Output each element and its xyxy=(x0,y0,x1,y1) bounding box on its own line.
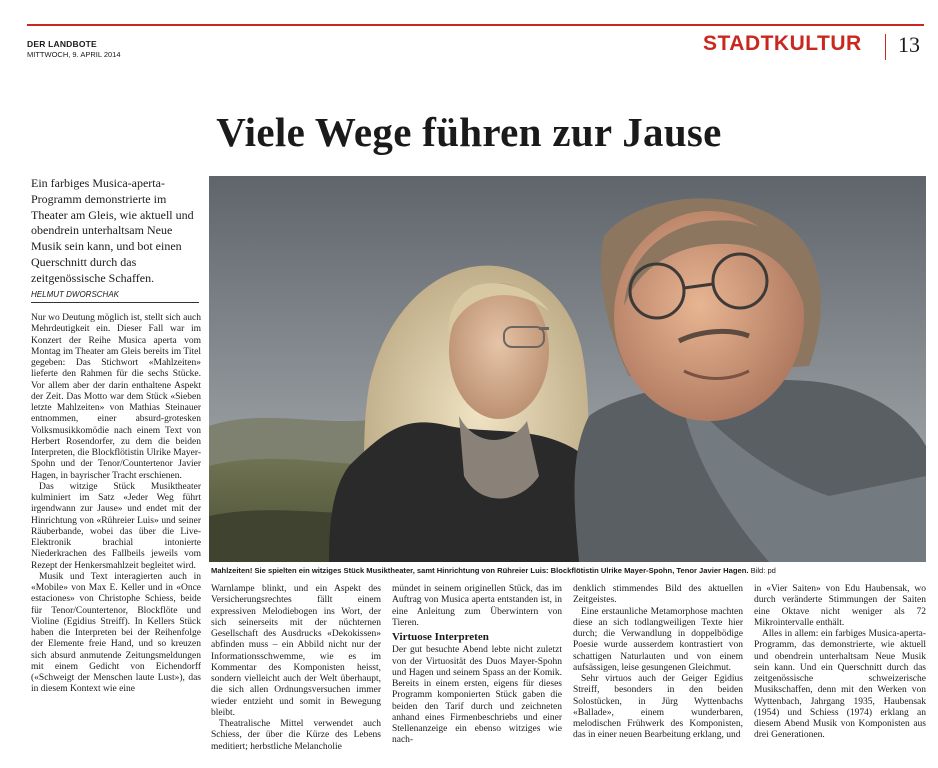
paragraph: Alles in allem: ein farbiges Musica-aperta-Programm, das demonstrierte, wie aktuell und obendrein unterhaltsam Neue Musik sein kann. Und ein Querschnitt durch das zeitgenössische schweizerische Musikschaffen, denn mit den Werken von Wyttenbach, Jahrgang 1935, Haubensak (1954) und Schiess (1974) erklang an diesem Abend Musik von Komponisten aus drei Generationen. xyxy=(754,629,926,741)
article-column-4 xyxy=(573,584,743,765)
page-number: 13 xyxy=(898,32,920,57)
photo-credit: Bild: pd xyxy=(750,566,776,575)
paragraph: Sehr virtuos auch der Geiger Egidius Streiff, besonders in den beiden Solostücken, in Jürg Wyttenbachs «Ballade», einem wunderbaren, melodischen Frühwerk des Komponisten, das in einer neuen Bearbeitung erklang, und xyxy=(573,674,743,741)
paragraph: Eine erstaunliche Metamorphose machten diese an sich todlangweiligen Texte hier durch; die Verwandlung in doppelbödige Poesie wurde ausserdem kontrastiert von schattigen Naturlauten und von einem aufsässigen, leise gesungenen Gleichmut. xyxy=(573,606,743,673)
photo-caption xyxy=(211,566,926,575)
article-photo xyxy=(209,176,926,562)
article-column-3 xyxy=(392,584,562,765)
author-byline: HELMUT DWORSCHAK xyxy=(31,290,199,303)
section-divider xyxy=(885,34,886,60)
top-rule xyxy=(27,24,924,26)
paragraph: Musik und Text interagierten auch in «Mobile» von Max E. Keller und in «Once estaciones» von Christophe Schiess, beide für Tenor/Countertenor, Blockflöte und Violine (Egidius Streiff). In Kellers Stück haben die Interpreten bei der Reihenfolge der Elemente freie Hand, und so kreuzen sich absurd anmutende Zeitungsmeldungen mit einem Gedicht von Eichendorff («Schweigt der Menschen laute Lust»), das in diesem Kontext wie eine xyxy=(31,571,201,695)
paragraph: mündet in seinem originellen Stück, das im Auftrag von Musica aperta entstanden ist, in eine Anleitung zum Überwintern von Tieren. xyxy=(392,584,562,628)
subheading: Virtuose Interpreten xyxy=(392,631,489,643)
paragraph: Theatralische Mittel verwendet auch Schiess, der über die Kürze des Lebens meditiert; herbstliche Melancholie xyxy=(211,719,381,752)
paragraph: in «Vier Saiten» von Edu Haubensak, wo durch veränderte Stimmungen der Saiten eine Oktave nicht weniger als 72 Mikrointervalle enthält. xyxy=(754,584,926,628)
article-column-2 xyxy=(211,584,381,765)
lead-text: Ein farbiges Musica-aperta-Programm demonstrierte im Theater am Gleis, wie aktuell und obendrein unterhaltsam Neue Musik sein kann, und bot einen Querschnitt durch das zeitgenössische Schaffen. xyxy=(31,176,194,285)
photo-image xyxy=(209,176,926,562)
article-column-1 xyxy=(31,313,201,765)
paragraph: Der gut besuchte Abend lebte nicht zuletzt von der Virtuosität des Duos Mayer-Spohn und Hagen und seinem Spass an der Komik. Bereits in einem ersten, eigens für dieses Programm komponierten Stück gaben die beiden den Tarif durch und zeichneten anhand eines Firmenbeschriebs und einer Stellenanzeige ein ebenso witziges wie nach- xyxy=(392,645,562,746)
paragraph: Nur wo Deutung möglich ist, stellt sich auch Mehrdeutigkeit ein. Dieser Fall war im Konzert der Reihe Musica aperta vom Montag im Theater am Gleis bereits im Titel gegeben: Das Stichwort «Mahlzeiten» lieferte den Rahmen für die sechs Stücke. Vor allem aber der darin enthaltene Aspekt der Zeit. Das Motto war dem Stück «Sieben letzte Mahlzeiten» von Mathias Steinauer entnommen, einer absurd-grotesken Volksmusikkomödie nach einem Text von Herbert Rosendorfer, zu dem die beiden Interpreten, die Blockflötistin Ulrike Mayer-Spohn und der Tenor/Countertenor Javier Hagen, in bayrischer Tracht erschienen. xyxy=(31,313,201,481)
paragraph: denklich stimmendes Bild des aktuellen Zeitgeistes. xyxy=(573,584,743,606)
paragraph: Warnlampe blinkt, und ein Aspekt des Versicherungsrechtes fällt einem expressiven Melodiebogen ins Wort, der sich seinerseits mit der nüchternen Gesellschaft des Ausdrucks «Dekokissen» abfinden muss – ein Abbild nicht nur der Informationsschwemme, wie es im Kommentar des Komponisten heisst, sondern vielleicht auch der Welt überhaupt, die sich allen Ordnungsversuchen immer wieder entzieht und somit in Bewegung bleibt. xyxy=(211,584,381,718)
article-column-5 xyxy=(754,584,926,765)
caption-text: Mahlzeiten! Sie spielten ein witziges Stück Musiktheater, samt Hinrichtung von Rühreier Luis: Blockflötistin Ulrike Mayer-Spohn, Tenor Javier Hagen. xyxy=(211,566,749,575)
headline: Viele Wege führen zur Jause xyxy=(216,109,722,155)
section-title: STADTKULTUR xyxy=(703,32,862,55)
issue-date: MITTWOCH, 9. APRIL 2014 xyxy=(27,50,121,59)
newspaper-name: DER LANDBOTE xyxy=(27,39,97,49)
paragraph: Das witzige Stück Musiktheater kulminiert im Satz «Jeder Weg führt irgendwann zur Jause» und endet mit der Hinrichtung von «Rühreier Luis» und seiner Räuberbande, wobei das über die Live-Elektronik brachial intonierte Niederkrachen des Fallbeils jeweils vom Rezept der Henkersmahlzeit begleitet wird. xyxy=(31,481,201,571)
